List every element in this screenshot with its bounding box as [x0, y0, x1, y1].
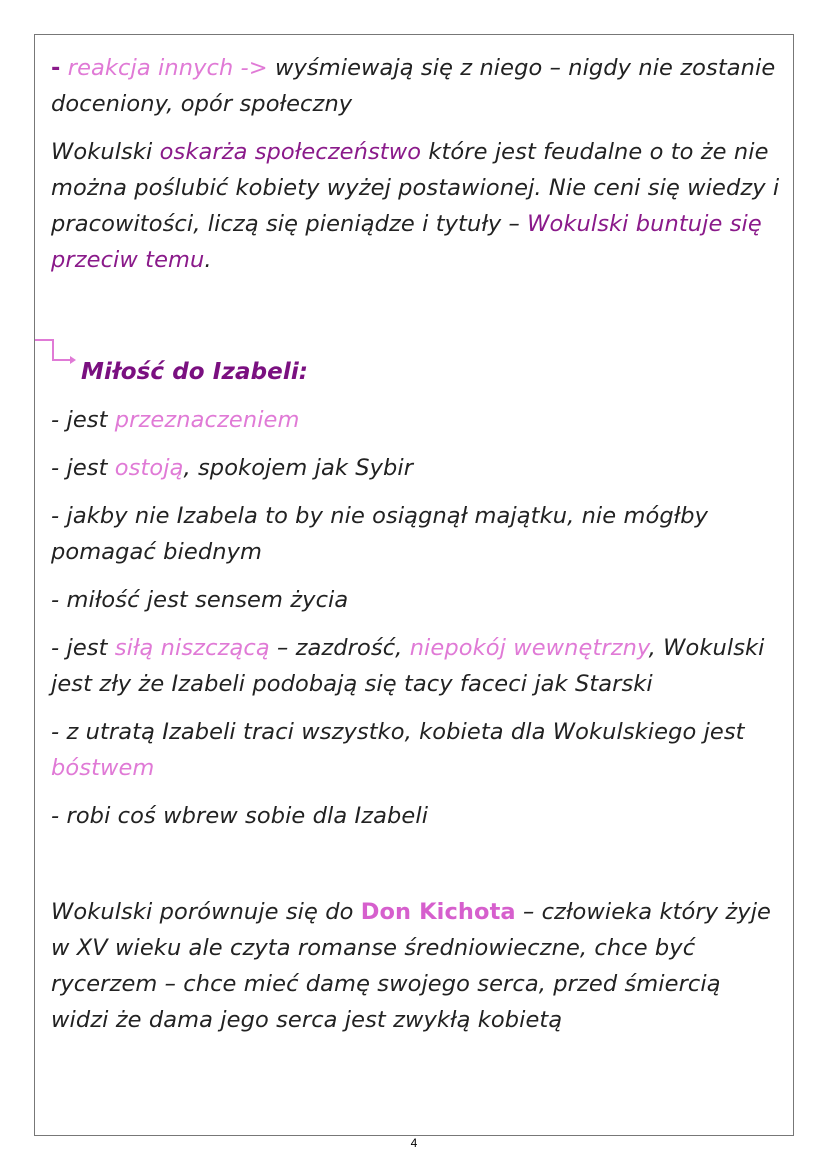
list-item [51, 402, 781, 438]
page-number: 4 [410, 1136, 418, 1150]
text-span: - jakby nie Izabela to by nie osiągnął majątku, nie mógłby pomagać biednym [51, 503, 709, 565]
reaction-text: wyśmiewają się z niego – nigdy nie zostanie doceniony, opór społeczny [51, 55, 776, 117]
text-span: - robi coś wbrew sobie dla Izabeli [51, 803, 429, 829]
highlight: niepokój wewnętrzny [409, 635, 649, 661]
list-item [51, 630, 781, 702]
text-span: – człowieka który żyje w XV wieku ale czyta romanse średniowieczne, chce być rycerzem – chce mieć damę swojego serca, przed śmiercią widzi że dama jego serca jest zwykłą kobietą [51, 899, 772, 1033]
highlight-accuses: oskarża społeczeństwo [159, 139, 422, 165]
paragraph-accusation [51, 134, 781, 278]
list-item [51, 798, 781, 834]
document-body [51, 50, 781, 1038]
highlight: bóstwem [51, 755, 155, 781]
text-span: - jest [51, 407, 115, 433]
text-span: które jest feudalne o to że nie można poślubić kobiety wyżej postawionej. Nie ceni się wiedzy i pracowitości, liczą się pieniądze i tytuły – [51, 139, 780, 237]
text-span: - z utratą Izabeli traci wszystko, kobieta dla Wokulskiego jest [51, 719, 745, 745]
dash-marker: - [51, 55, 61, 81]
paragraph-reaction [51, 50, 781, 122]
text-span: Wokulski [51, 139, 160, 165]
text-span: , spokojem jak Sybir [183, 455, 414, 481]
text-span: Wokulski porównuje się do [51, 899, 361, 925]
highlight-rebels: Wokulski buntuje się przeciw temu [51, 211, 762, 273]
highlight: siłą niszczącą [114, 635, 270, 661]
highlight: ostoją [114, 455, 184, 481]
list-item [51, 714, 781, 786]
text-span: – zazdrość, [269, 635, 410, 661]
reaction-label: reakcja innych -> [67, 55, 268, 81]
text-span: - jest [51, 635, 115, 661]
list-item [51, 582, 781, 618]
section-heading: Miłość do Izabeli: [81, 359, 309, 385]
text-span: , Wokulski jest zły że Izabeli podobają się tacy faceci jak Starski [51, 635, 765, 697]
highlight: przeznaczeniem [114, 407, 300, 433]
text-span: - jest [51, 455, 115, 481]
list-item [51, 498, 781, 570]
text-span: - miłość jest sensem życia [51, 587, 349, 613]
text-span: . [204, 247, 212, 273]
paragraph-don-quixote [51, 894, 781, 1038]
list-item [51, 450, 781, 486]
highlight-don-kichot: Don Kichota [360, 899, 516, 925]
